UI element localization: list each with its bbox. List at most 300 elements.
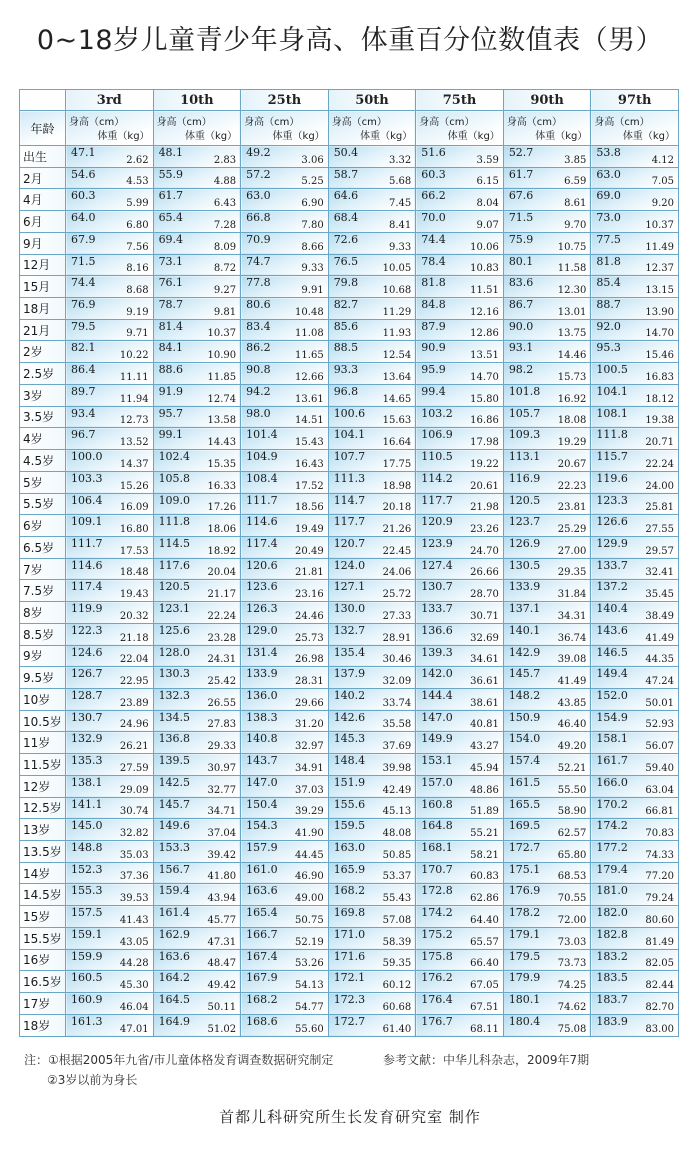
value-cell (416, 602, 504, 624)
height-value: 49.2 (246, 146, 271, 159)
value-cell (153, 906, 241, 928)
weight-value: 12.86 (470, 328, 499, 340)
weight-value: 66.81 (645, 806, 674, 818)
weight-value: 19.43 (119, 589, 149, 601)
weight-value: 32.09 (382, 675, 412, 687)
height-value: 136.8 (158, 732, 191, 746)
height-value: 149.9 (421, 732, 453, 746)
weight-value: 35.03 (119, 849, 149, 861)
height-value: 74.4 (71, 276, 96, 290)
height-value: 61.7 (158, 189, 184, 203)
value-cell (591, 276, 679, 298)
height-value: 124.0 (333, 558, 366, 572)
weight-value: 51.02 (207, 1024, 237, 1035)
weight-value: 42.49 (382, 784, 412, 796)
height-value: 161.7 (596, 754, 628, 768)
value-cell (153, 276, 241, 298)
height-value: 117.4 (71, 580, 103, 594)
weight-value: 49.00 (295, 893, 324, 905)
height-value: 77.8 (246, 276, 271, 290)
weight-value: 20.32 (119, 610, 149, 622)
weight-value: 9.20 (651, 198, 674, 210)
value-cell (416, 906, 504, 928)
table-row (20, 732, 679, 754)
weight-value: 11.93 (382, 328, 412, 340)
weight-value: 11.58 (557, 263, 587, 275)
weight-value: 60.12 (382, 980, 412, 992)
height-value: 90.0 (508, 319, 534, 333)
weight-value: 20.04 (207, 567, 237, 579)
weight-value: 29.33 (207, 741, 237, 753)
weight-value: 12.66 (295, 371, 324, 383)
age-cell: 16岁 (20, 949, 66, 971)
height-value: 154.0 (508, 732, 541, 746)
weight-value: 82.44 (645, 980, 674, 992)
value-cell (503, 471, 591, 493)
weight-value: 57.08 (382, 914, 412, 926)
value-cell (241, 1014, 329, 1036)
value-cell (241, 667, 329, 689)
value-cell (503, 688, 591, 710)
height-value: 71.5 (71, 254, 96, 268)
value-cell (328, 645, 416, 667)
height-value: 117.6 (158, 558, 191, 572)
table-row (20, 298, 679, 320)
value-cell (66, 254, 154, 276)
height-value: 183.5 (596, 971, 628, 985)
value-cell (503, 363, 591, 385)
value-cell (416, 993, 504, 1015)
height-value: 179.4 (596, 862, 628, 876)
height-value: 151.9 (333, 775, 366, 789)
weight-value: 16.80 (119, 523, 149, 535)
height-value: 152.0 (596, 688, 628, 702)
age-cell: 17岁 (20, 993, 66, 1015)
weight-value: 64.40 (470, 914, 499, 926)
height-value: 136.6 (421, 623, 453, 637)
height-value: 101.8 (508, 384, 541, 398)
weight-value: 5.68 (388, 176, 412, 188)
weight-value: 37.04 (207, 828, 237, 839)
table-row (20, 645, 679, 667)
weight-value: 45.30 (119, 980, 149, 992)
weight-value: 23.89 (119, 697, 149, 709)
height-value: 67.9 (71, 232, 96, 246)
height-value: 142.9 (508, 645, 541, 659)
value-cell (328, 906, 416, 928)
value-cell (328, 623, 416, 645)
value-cell (66, 862, 154, 884)
percentile-header-75th: 75th (416, 90, 504, 111)
weight-unit-label: 体重（kg） (272, 131, 325, 142)
height-value: 133.9 (508, 580, 541, 594)
value-cell (328, 580, 416, 602)
weight-value: 25.81 (645, 502, 674, 514)
height-value: 120.6 (246, 558, 278, 572)
weight-value: 9.91 (301, 285, 324, 297)
value-cell (66, 1014, 154, 1036)
height-value: 183.7 (596, 993, 628, 1007)
weight-value: 46.40 (557, 719, 587, 731)
height-value: 166.7 (246, 927, 278, 941)
weight-value: 25.73 (295, 632, 324, 644)
value-cell (591, 406, 679, 428)
value-cell (241, 819, 329, 841)
weight-value: 21.81 (295, 567, 324, 579)
height-value: 78.7 (158, 298, 184, 312)
table-row (20, 754, 679, 776)
weight-value: 52.21 (557, 762, 587, 774)
height-value: 139.3 (421, 645, 453, 659)
value-cell (328, 754, 416, 776)
height-value: 153.3 (158, 841, 191, 854)
value-cell (153, 754, 241, 776)
weight-value: 2.83 (213, 154, 237, 166)
weight-value: 26.55 (207, 697, 237, 709)
value-cell (416, 623, 504, 645)
value-cell (66, 732, 154, 754)
weight-value: 37.03 (295, 784, 324, 796)
height-value: 172.7 (508, 841, 541, 854)
height-value: 123.3 (596, 493, 628, 507)
value-cell (153, 471, 241, 493)
weight-value: 18.12 (645, 393, 674, 405)
height-value: 85.6 (333, 319, 359, 333)
table-row (20, 536, 679, 558)
weight-value: 50.75 (295, 914, 324, 926)
weight-value: 13.51 (470, 350, 499, 362)
weight-value: 47.01 (119, 1024, 149, 1035)
units-header-cell (503, 111, 591, 146)
height-value: 119.9 (71, 602, 103, 616)
value-cell (503, 906, 591, 928)
value-cell (66, 775, 154, 797)
weight-value: 27.55 (645, 523, 674, 535)
height-value: 157.4 (508, 754, 541, 768)
value-cell (241, 363, 329, 385)
value-cell (416, 406, 504, 428)
table-row (20, 319, 679, 341)
value-cell (503, 949, 591, 971)
height-value: 147.0 (421, 710, 453, 724)
value-cell (241, 189, 329, 211)
height-value: 179.5 (508, 949, 541, 963)
height-value: 168.1 (421, 841, 453, 854)
weight-value: 37.69 (382, 741, 412, 753)
table-row (20, 450, 679, 472)
value-cell (503, 384, 591, 406)
height-value: 98.2 (508, 363, 534, 377)
weight-value: 8.72 (213, 263, 237, 275)
value-cell (591, 211, 679, 233)
height-value: 102.4 (158, 450, 191, 464)
value-cell (503, 298, 591, 320)
height-value: 78.4 (421, 254, 446, 268)
value-cell (416, 797, 504, 819)
height-value: 138.1 (71, 775, 103, 789)
weight-value: 30.46 (382, 654, 412, 666)
weight-value: 5.25 (301, 176, 324, 188)
height-value: 182.8 (596, 927, 628, 941)
note-source: 注：①根据2005年九省/市儿童体格发育调查数据研究制定 (24, 1053, 334, 1067)
height-value: 128.7 (71, 688, 103, 702)
weight-value: 20.49 (295, 545, 324, 557)
units-header-row (20, 111, 679, 146)
weight-value: 17.52 (295, 480, 324, 492)
value-cell (503, 406, 591, 428)
weight-value: 34.31 (557, 610, 587, 622)
value-cell (153, 993, 241, 1015)
value-cell (503, 623, 591, 645)
age-column-header: 年龄 (20, 111, 66, 146)
value-cell (328, 971, 416, 993)
weight-value: 26.21 (119, 741, 149, 753)
weight-value: 45.77 (207, 914, 237, 926)
height-value: 161.3 (71, 1014, 103, 1028)
weight-value: 54.13 (295, 980, 324, 992)
height-value: 114.2 (421, 471, 453, 485)
weight-value: 58.39 (382, 936, 412, 948)
weight-value: 81.49 (645, 936, 674, 948)
value-cell (328, 949, 416, 971)
height-value: 182.0 (596, 906, 628, 920)
value-cell (153, 862, 241, 884)
height-value: 149.6 (158, 819, 191, 833)
value-cell (416, 580, 504, 602)
height-value: 157.5 (71, 906, 103, 920)
height-value: 167.4 (246, 949, 278, 963)
value-cell (241, 493, 329, 515)
height-value: 131.4 (246, 645, 278, 659)
height-value: 145.0 (71, 819, 103, 833)
weight-value: 13.64 (382, 371, 412, 383)
weight-value: 8.61 (564, 198, 587, 210)
height-value: 135.3 (71, 754, 103, 768)
weight-unit-label: 体重（kg） (622, 131, 675, 142)
weight-value: 30.71 (470, 610, 499, 622)
height-value: 86.7 (508, 298, 534, 312)
height-value: 96.7 (71, 428, 96, 442)
weight-value: 16.92 (557, 393, 587, 405)
height-value: 150.4 (246, 797, 278, 811)
height-value: 73.1 (158, 254, 184, 268)
height-value: 72.6 (333, 232, 359, 246)
value-cell (416, 558, 504, 580)
weight-value: 41.49 (557, 675, 587, 687)
value-cell (591, 471, 679, 493)
value-cell (416, 819, 504, 841)
age-cell: 6.5岁 (20, 536, 66, 558)
weight-value: 58.21 (470, 849, 499, 861)
value-cell (503, 189, 591, 211)
weight-value: 9.33 (388, 241, 412, 253)
weight-value: 9.27 (213, 285, 237, 297)
height-value: 99.1 (158, 428, 184, 442)
age-cell: 15.5岁 (20, 927, 66, 949)
weight-unit-label: 体重（kg） (447, 131, 500, 142)
table-row (20, 993, 679, 1015)
height-value: 160.8 (421, 797, 453, 811)
value-cell (153, 688, 241, 710)
weight-value: 53.26 (295, 958, 324, 970)
weight-value: 12.74 (207, 393, 237, 405)
value-cell (328, 471, 416, 493)
weight-value: 12.30 (557, 285, 587, 297)
value-cell (416, 515, 504, 537)
table-row (20, 341, 679, 363)
value-cell (328, 558, 416, 580)
table-row (20, 667, 679, 689)
height-value: 147.0 (246, 775, 278, 789)
height-value: 127.4 (421, 558, 453, 572)
value-cell (416, 471, 504, 493)
height-value: 137.9 (333, 667, 366, 681)
height-value: 111.8 (158, 515, 191, 529)
height-value: 87.9 (421, 319, 446, 333)
height-value: 137.2 (596, 580, 628, 594)
value-cell (416, 1014, 504, 1036)
value-cell (241, 754, 329, 776)
height-value: 83.4 (246, 319, 271, 333)
weight-value: 44.45 (295, 849, 324, 861)
table-row (20, 276, 679, 298)
weight-value: 68.53 (557, 871, 587, 883)
weight-value: 14.70 (470, 371, 499, 383)
height-value: 148.8 (71, 841, 103, 854)
weight-value: 11.08 (295, 328, 324, 340)
height-value: 80.1 (508, 254, 534, 268)
age-cell: 3岁 (20, 384, 66, 406)
table-row (20, 428, 679, 450)
weight-value: 32.41 (645, 567, 674, 579)
height-value: 176.9 (508, 884, 541, 898)
weight-value: 8.04 (476, 198, 499, 210)
height-value: 179.9 (508, 971, 541, 985)
height-value: 140.8 (246, 732, 278, 746)
weight-unit-label: 体重（kg） (184, 131, 238, 142)
height-value: 48.1 (158, 146, 184, 159)
age-cell: 8.5岁 (20, 623, 66, 645)
height-value: 79.5 (71, 319, 96, 333)
weight-value: 14.37 (119, 458, 149, 470)
value-cell (66, 232, 154, 254)
height-value: 172.7 (333, 1014, 366, 1028)
height-value: 70.0 (421, 211, 446, 225)
table-row (20, 232, 679, 254)
height-value: 119.6 (596, 471, 628, 485)
height-value: 84.1 (158, 341, 184, 355)
value-cell (241, 146, 329, 168)
value-cell (153, 363, 241, 385)
height-value: 65.4 (158, 211, 184, 225)
weight-value: 18.06 (207, 523, 237, 535)
height-value: 50.4 (333, 146, 359, 159)
age-cell: 11岁 (20, 732, 66, 754)
height-value: 58.7 (333, 167, 359, 181)
value-cell (503, 580, 591, 602)
height-value: 60.3 (71, 189, 96, 203)
weight-value: 38.49 (645, 610, 674, 622)
value-cell (153, 775, 241, 797)
height-value: 60.3 (421, 167, 446, 181)
weight-value: 65.57 (470, 936, 499, 948)
value-cell (591, 298, 679, 320)
value-cell (503, 602, 591, 624)
height-value: 132.9 (71, 732, 103, 746)
value-cell (328, 276, 416, 298)
weight-value: 50.01 (645, 697, 674, 709)
height-value: 161.4 (158, 906, 191, 920)
weight-value: 28.91 (382, 632, 412, 644)
weight-value: 32.82 (119, 828, 149, 839)
table-row (20, 688, 679, 710)
weight-value: 19.38 (645, 415, 674, 427)
value-cell (241, 862, 329, 884)
value-cell (66, 754, 154, 776)
corner-cell (20, 90, 66, 111)
height-value: 130.5 (508, 558, 541, 572)
value-cell (328, 189, 416, 211)
height-value: 135.4 (333, 645, 366, 659)
table-row (20, 406, 679, 428)
weight-value: 8.41 (388, 219, 412, 231)
weight-value: 9.81 (213, 306, 237, 318)
value-cell (241, 428, 329, 450)
weight-value: 67.05 (470, 980, 499, 992)
height-value: 89.7 (71, 384, 96, 398)
age-cell: 13岁 (20, 819, 66, 841)
weight-value: 53.37 (382, 871, 412, 883)
height-value: 133.9 (246, 667, 278, 681)
age-cell: 10岁 (20, 688, 66, 710)
height-value: 156.7 (158, 862, 191, 876)
height-value: 160.5 (71, 971, 103, 985)
value-cell (241, 841, 329, 863)
weight-value: 25.42 (207, 675, 237, 687)
height-value: 170.2 (596, 797, 628, 811)
weight-value: 19.49 (295, 523, 324, 535)
height-value: 160.9 (71, 993, 103, 1007)
height-value: 167.9 (246, 971, 278, 985)
value-cell (591, 623, 679, 645)
weight-value: 12.16 (470, 306, 499, 318)
weight-value: 54.77 (295, 1001, 324, 1013)
weight-value: 73.03 (557, 936, 587, 948)
height-value: 145.7 (508, 667, 541, 681)
height-value: 171.6 (333, 949, 366, 963)
weight-value: 18.56 (295, 502, 324, 514)
value-cell (416, 862, 504, 884)
age-cell: 18岁 (20, 1014, 66, 1036)
weight-unit-label: 体重（kg） (360, 131, 413, 142)
weight-value: 9.07 (476, 219, 499, 231)
age-cell: 15岁 (20, 906, 66, 928)
height-value: 122.3 (71, 623, 103, 637)
weight-value: 28.70 (470, 589, 499, 601)
value-cell (241, 775, 329, 797)
height-value: 105.8 (158, 471, 191, 485)
value-cell (66, 558, 154, 580)
weight-value: 41.43 (119, 914, 149, 926)
height-value: 76.5 (333, 254, 359, 268)
weight-value: 60.68 (382, 1001, 412, 1013)
table-row (20, 493, 679, 515)
height-value: 83.6 (508, 276, 534, 290)
weight-value: 41.49 (645, 632, 674, 644)
height-value: 69.0 (596, 189, 621, 203)
value-cell (591, 319, 679, 341)
height-value: 162.9 (158, 927, 191, 941)
